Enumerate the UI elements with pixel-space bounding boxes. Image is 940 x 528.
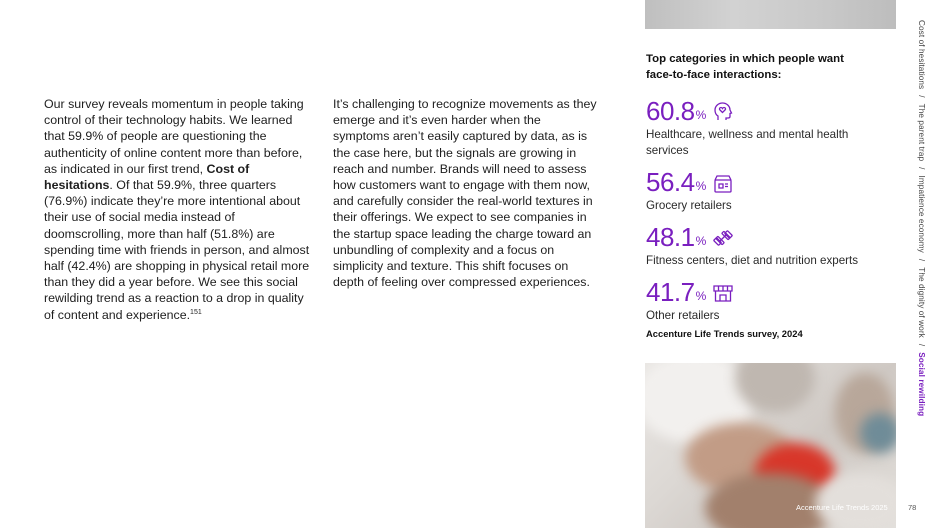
stat-label: Healthcare, wellness and mental health services <box>646 128 849 157</box>
stat-value: 41.7 <box>646 277 695 307</box>
source-citation: Accenture Life Trends survey, 2024 <box>646 328 803 339</box>
nav-item-parent-trap[interactable]: The parent trap <box>917 103 926 162</box>
trend-link-cost-of-hesitations: Cost of hesitations <box>44 161 250 193</box>
stat-value: 48.1 <box>646 222 695 252</box>
stat-label: Grocery retailers <box>646 199 732 212</box>
storefront-icon <box>712 282 734 304</box>
stat-unit: % <box>695 108 707 122</box>
stat-value: 56.4 <box>646 167 695 197</box>
stat-label: Other retailers <box>646 309 720 322</box>
nav-separator: / <box>917 258 926 262</box>
footnote-marker: 151 <box>190 308 202 316</box>
stat-unit: % <box>695 234 707 248</box>
top-photo <box>645 0 896 29</box>
stat-fitness <box>646 220 876 269</box>
nav-item-cost-of-hesitations[interactable]: Cost of hesitations <box>917 20 926 90</box>
body-text-right: It’s challenging to recognize movements as they emerge and it’s even harder when the symptoms aren’t easily captured by data, as is the case here, but the signals are growing in reach and number. Brands will need to assess how customers want to engage with them now, and carefully consider the real-world textures in their offerings. We expect to see companies in the startup space leading the charge toward an unbundling of complexity and a focus on simplicity and texture. This shift focuses on depth of feeling over compressed experiences. <box>333 97 597 290</box>
stat-value: 60.8 <box>646 96 695 126</box>
body-column-left <box>44 96 316 323</box>
stat-healthcare <box>646 94 876 158</box>
nav-item-dignity-of-work[interactable]: The dignity of work <box>917 267 926 338</box>
body-text-part-a: Our survey reveals momentum in people taking control of their technology habits. We learned that 59.9% of people are questioning the authenticity of online content more than before, as indicated in our first trend, <box>44 97 304 176</box>
stat-grocery <box>646 165 876 214</box>
body-column-right <box>333 96 599 290</box>
grocery-bag-icon <box>712 172 734 194</box>
nav-item-social-rewilding[interactable]: Social rewilding <box>917 352 926 417</box>
sidebar-title: Top categories in which people want face-to-face interactions: <box>646 53 844 81</box>
nav-separator: / <box>917 167 926 170</box>
page-number: 78 <box>908 503 917 512</box>
nav-separator: / <box>917 343 926 347</box>
heart-head-icon <box>712 101 734 123</box>
stat-label: Fitness centers, diet and nutrition experts <box>646 254 859 267</box>
body-text-part-b: . Of that 59.9%, three quarters (76.9%) indicate they’re more intentional about their use of social media instead of doomscrolling, more than half (51.8%) are spending time with friends in person, and almost half (42.4%) are shopping in physical retail more than they did a year before. We see this social rewilding trend as a reaction to a drop in quality of content and experience. <box>44 178 310 322</box>
nav-item-impatience-economy[interactable]: Impatience economy <box>917 175 926 253</box>
stat-unit: % <box>695 289 707 303</box>
section-nav <box>914 20 928 440</box>
stat-other-retail <box>646 275 876 324</box>
nav-separator: / <box>917 95 926 98</box>
stat-unit: % <box>695 179 707 193</box>
dumbbell-icon <box>712 227 734 249</box>
footer-publication: Accenture Life Trends 2025 <box>796 503 888 512</box>
